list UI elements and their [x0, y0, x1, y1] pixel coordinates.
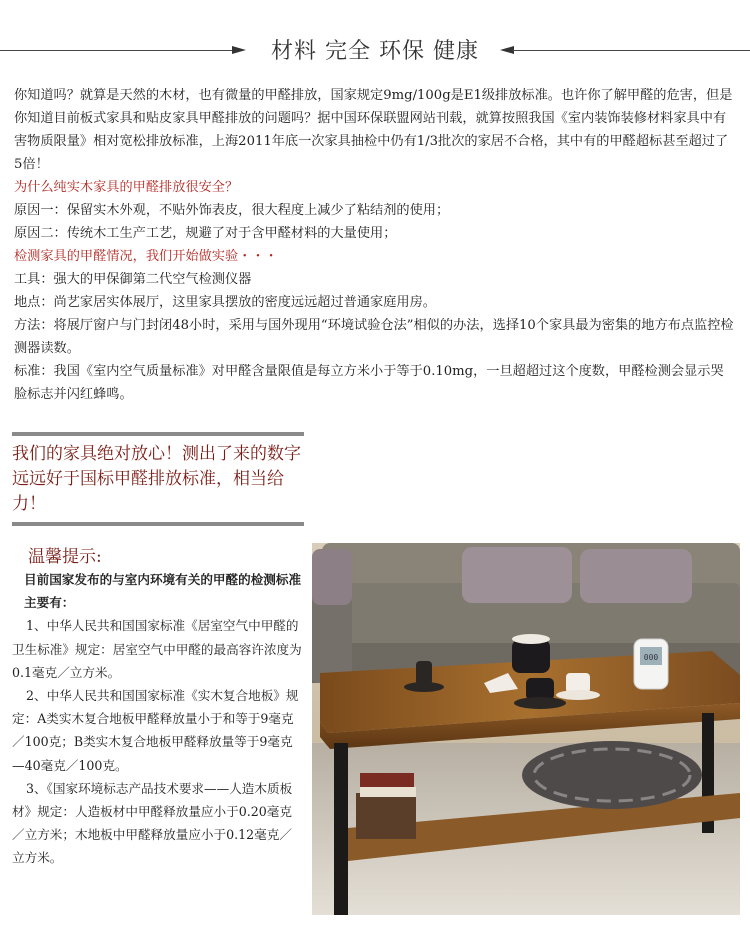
test-heading: 检测家具的甲醛情况，我们开始做实验・・・ [14, 249, 278, 264]
banner-text: 我们的家具绝对放心！测出了来的数字远远好于国标甲醛排放标准，相当给力！ [12, 444, 301, 514]
section-header [0, 24, 750, 76]
standard-line: 标准：我国《室内空气质量标准》对甲醛含量限值是每立方米小于等于0.10mg，一旦超超过这个度数，甲醛检测会显示哭脸标志并闪红蜂鸣。 [14, 364, 724, 402]
header-title: 材料 完全 环保 健康 [271, 39, 479, 64]
result-banner [12, 432, 304, 526]
tips-item-2: 2、中华人民共和国国家标准《实木复合地板》规定：A类实木复合地板甲醛释放量小于和等于9毫克／100克；B类实木复合地板甲醛释放量等于9毫克—40毫克／100克。 [12, 688, 299, 773]
tips-item-3: 3、《国家环境标志产品技术要求——人造木质板材》规定：人造板材中甲醛释放量应小于0.20毫克／立方米；木地板中甲醛释放量应小于0.12毫克／立方米。 [12, 780, 293, 866]
reason-one: 原因一：保留实木外观，不贴外饰表皮，很大程度上减少了粘结剂的使用； [14, 203, 450, 218]
intro-paragraph: 你知道吗？就算是天然的木材，也有微量的甲醛排放，国家规定9mg/100g是E1级排放标准。也许你了解甲醛的危害，但是你知道目前板式家具和贴皮家具甲醛排放的问题吗？据中国环保联盟网站刊载，就算按照我国《室内装饰装修材料家具中有害物质限量》相对宽松排放标准，上海2011年底一次家具抽检中仍有1/3批次的家居不合格，其中有的甲醛超标甚至超过了5倍！ [14, 88, 733, 172]
banner-bar-top [12, 432, 304, 436]
tips-section [12, 546, 304, 870]
detector-display: 000 [643, 653, 659, 662]
tool-line: 工具：强大的甲保御第二代空气检测仪器 [14, 272, 252, 287]
furniture-photo [312, 543, 740, 915]
header-arrow-left-icon [232, 46, 246, 54]
coffee-table-photo-illustration [312, 543, 740, 915]
banner-bar-bottom [12, 522, 304, 526]
tips-intro: 目前国家发布的与室内环境有关的甲醛的检测标准主要有： [24, 572, 302, 611]
method-line: 方法：将展厅窗户与门封闭48小时，采用与国外现用“环境试验仓法”相似的办法，选择10个家具最为密集的地方布点监控检测器读数。 [14, 318, 734, 356]
question-heading: 为什么纯实木家具的甲醛排放很安全？ [14, 180, 239, 195]
reason-two: 原因二：传统木工生产工艺，规避了对于含甲醛材料的大量使用； [14, 226, 397, 241]
location-line: 地点：尚艺家居实体展厅，这里家具摆放的密度远远超过普通家庭用房。 [14, 295, 436, 310]
article-body [14, 84, 736, 406]
header-line-right [512, 50, 750, 51]
tips-title: 温馨提示: [28, 547, 102, 567]
header-line-left [0, 50, 240, 51]
tips-item-1: 1、中华人民共和国国家标准《居室空气中甲醛的卫生标准》规定：居室空气中甲醛的最高容许浓度为0.1毫克／立方米。 [12, 618, 302, 680]
